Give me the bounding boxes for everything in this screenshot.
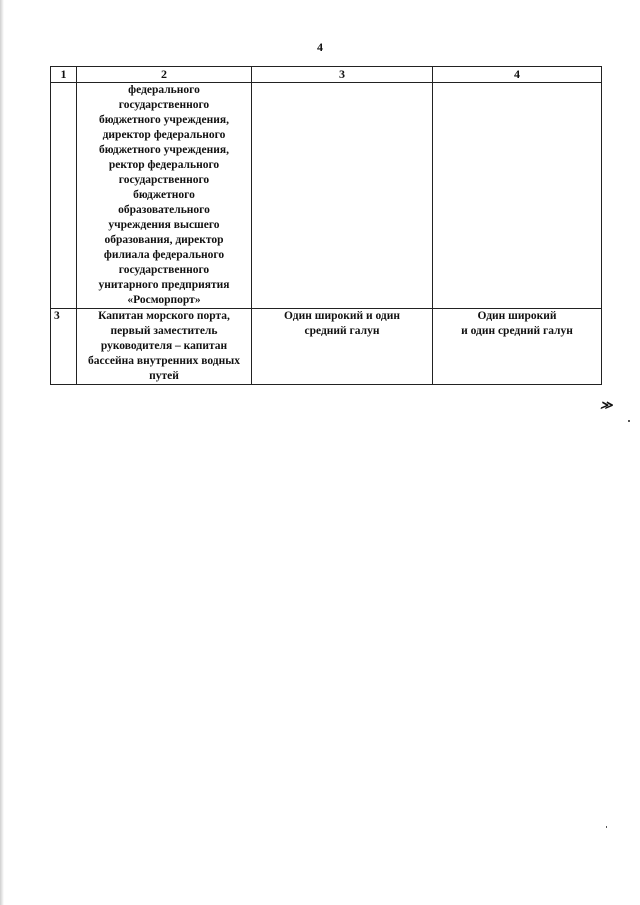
continuation-mark: ≫	[600, 398, 613, 412]
column-header-4: 4	[433, 67, 602, 83]
column-header-3: 3	[252, 67, 433, 83]
sleeve-insignia-cell	[252, 83, 433, 309]
scan-speck	[606, 826, 607, 828]
row-number-cell	[51, 83, 77, 309]
position-cell: Капитан морского порта, первый заместитель руководителя – капитан бассейна внутренних водных путей	[77, 309, 252, 385]
shoulder-insignia-cell	[433, 83, 602, 309]
table-header-row	[51, 67, 602, 83]
shoulder-insignia-cell: Один широкий и один средний галун	[433, 309, 602, 385]
document-table	[50, 66, 602, 385]
scan-edge	[0, 0, 4, 905]
table-row	[51, 83, 602, 309]
position-cell: федерального государственного бюджетного учреждения, директор федерального бюджетного учреждения, ректор федерального государственного бюджетного образовательного учреждения высшего образования, директор филиала федерального государственного унитарного предприятия «Росморпорт»	[77, 83, 252, 309]
scan-speck	[628, 420, 630, 422]
column-header-1: 1	[51, 67, 77, 83]
page-number: 4	[317, 40, 323, 54]
row-number-cell: 3	[51, 309, 77, 385]
sleeve-insignia-cell: Один широкий и один средний галун	[252, 309, 433, 385]
column-header-2: 2	[77, 67, 252, 83]
table-row	[51, 309, 602, 385]
